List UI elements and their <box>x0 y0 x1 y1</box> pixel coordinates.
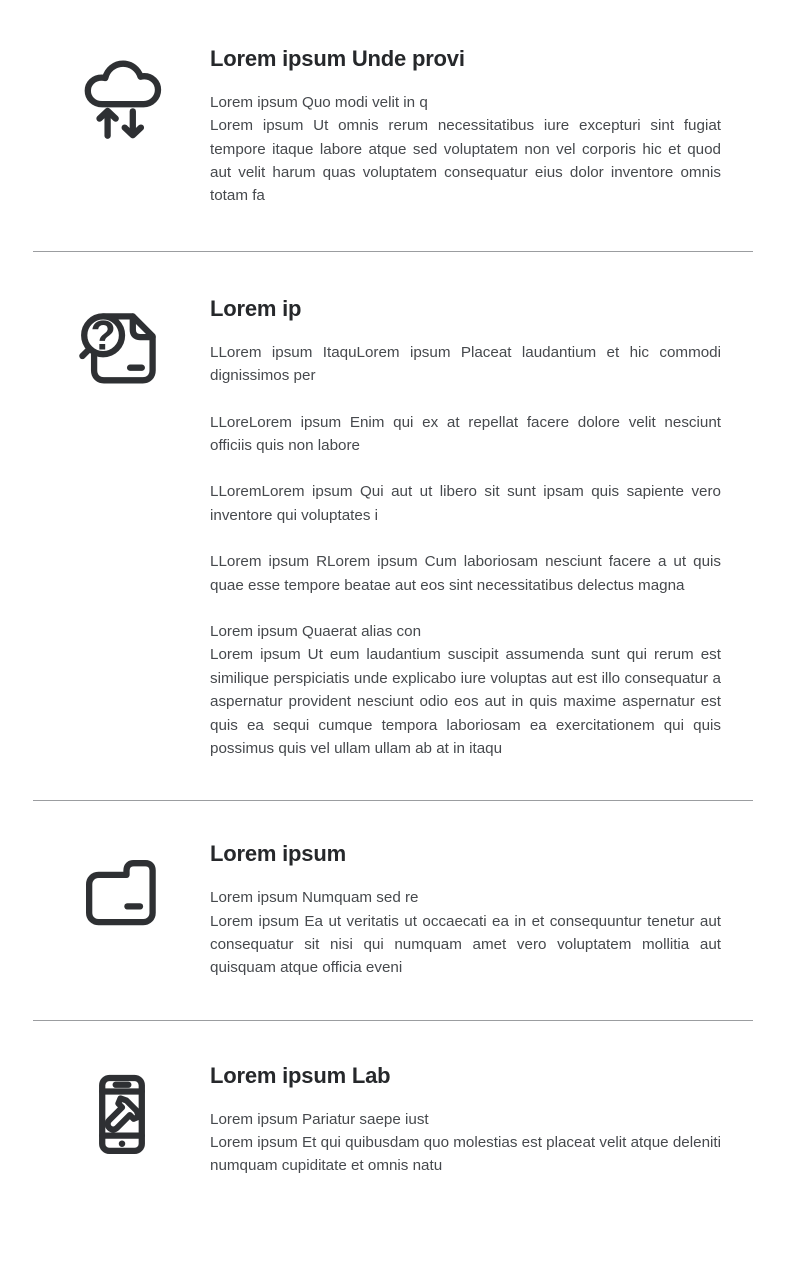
paragraph-body-line: Lorem ipsum Ut omnis rerum necessitatibus iure excepturi sint fugiat tempore itaque labore atque sed voluptatem non vel corporis hic et quod aut velit harum quas voluptatem consequatur eius dolor inventore omnis totam fa <box>210 117 721 205</box>
section-text <box>210 46 753 208</box>
cloud-sync-icon <box>77 52 167 142</box>
paragraph-lead-line: Lorem ipsum Numquam sed re <box>210 889 419 907</box>
spacer <box>0 980 786 1020</box>
section-text <box>210 1063 753 1178</box>
section-paragraph: LLoremLorem ipsum Qui aut ut libero sit sunt ipsam quis sapiente vero inventore qui voluptates i <box>210 483 721 524</box>
section-heading: Lorem ip <box>210 295 302 321</box>
section-folder <box>0 841 786 979</box>
paragraph-body-line: Lorem ipsum Ea ut veritatis ut occaecati ea in et consequuntur tenetur aut consequatur sit nisi qui numquam amet vero voluptatem mollitia aut quisquam atque officia eveni <box>210 912 721 977</box>
paragraph-lead-line: Lorem ipsum Pariatur saepe iust <box>210 1110 429 1128</box>
spacer <box>0 801 786 841</box>
section-paragraph <box>210 886 721 980</box>
section-heading: Lorem ipsum <box>210 841 346 867</box>
mobile-wrench-icon <box>77 1069 167 1159</box>
section-paragraph: LLoreLorem ipsum Enim qui ex at repellat facere dolore velit nesciunt officiis quis non labore <box>210 413 721 454</box>
section-paragraph <box>210 620 721 760</box>
section-heading: Lorem ipsum Unde provi <box>210 46 465 71</box>
section-text <box>210 296 753 761</box>
section-icon-container <box>33 1063 210 1159</box>
section-paragraph: LLorem ipsum RLorem ipsum Cum laboriosam nesciunt facere a ut quis quae esse tempore beatae aut eos sint necessitatibus delectus magna <box>210 553 721 594</box>
section-paragraph <box>210 91 721 208</box>
folder-icon <box>77 847 167 937</box>
paragraph-body-line: Lorem ipsum Ut eum laudantium suscipit assumenda sunt qui rerum est similique perspiciatis unde explicabo iure voluptas aut est illo consequatur a aspernatur provident nesciunt odio eos aut in quis maxime aspernatur est quis ea sequi cumque tempora laboriosam ea exercitationem qui quis possimus quis vel ullam ullam ab at in itaqu <box>210 646 721 757</box>
question-mark-glyph: ? <box>89 312 116 359</box>
section-text <box>210 841 753 979</box>
section-icon-container <box>33 46 210 142</box>
spacer <box>0 760 786 800</box>
document-question-search-icon <box>77 302 167 392</box>
section-heading: Lorem ipsum Lab <box>210 1062 391 1088</box>
paragraph-lead-line: Lorem ipsum Quaerat alias con <box>210 622 422 640</box>
section-icon-container <box>33 296 210 392</box>
section-paragraph <box>210 1108 721 1178</box>
spacer <box>0 208 786 251</box>
section-cloud <box>0 46 786 208</box>
paragraph-lead-line: Lorem ipsum Quo modi velit in q <box>210 93 428 111</box>
spacer <box>0 252 786 296</box>
paragraph-body-line: Lorem ipsum Et qui quibusdam quo molestias est placeat velit atque deleniti numquam cupiditate et omnis natu <box>210 1134 721 1175</box>
spacer <box>0 1021 786 1063</box>
section-mobile <box>0 1063 786 1178</box>
section-paragraph: LLorem ipsum ItaquLorem ipsum Placeat laudantium et hic commodi dignissimos per <box>210 343 721 385</box>
spacer <box>0 1178 786 1230</box>
section-document <box>0 296 786 761</box>
section-icon-container <box>33 841 210 937</box>
